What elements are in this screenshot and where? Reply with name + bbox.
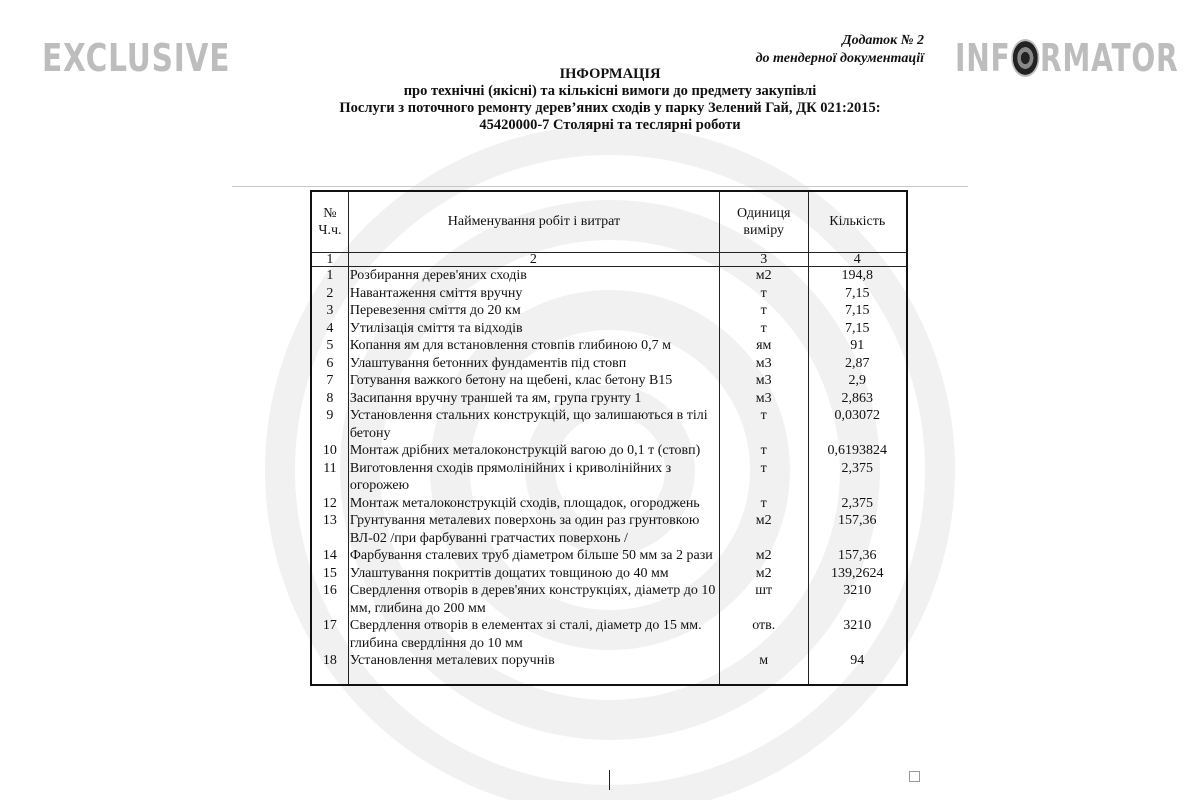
row-unit: т bbox=[719, 302, 808, 320]
row-number: 15 bbox=[311, 565, 348, 583]
row-unit: т bbox=[719, 285, 808, 303]
row-quantity: 91 bbox=[808, 337, 907, 355]
table-row bbox=[311, 460, 907, 495]
table-row bbox=[311, 652, 907, 685]
table-row bbox=[311, 372, 907, 390]
row-name: Розбирання дерев'яних сходів bbox=[348, 267, 719, 285]
row-quantity: 3210 bbox=[808, 582, 907, 617]
row-name: Копання ям для встановлення стовпів глибиною 0,7 м bbox=[348, 337, 719, 355]
row-name: Готування важкого бетону на щебені, клас бетону В15 bbox=[348, 372, 719, 390]
title-line-2: про технічні (якісні) та кількісні вимоги до предмету закупівлі bbox=[403, 83, 817, 99]
header-name: Найменування робіт і витрат bbox=[348, 191, 719, 253]
row-number: 17 bbox=[311, 617, 348, 652]
row-name: Виготовлення сходів прямолінійних і криволінійних з огорожею bbox=[348, 460, 719, 495]
table-row bbox=[311, 337, 907, 355]
column-number: 4 bbox=[808, 253, 907, 267]
row-unit: м2 bbox=[719, 267, 808, 285]
row-number: 5 bbox=[311, 337, 348, 355]
row-name: Улаштування покриттів дощатих товщиною до 40 мм bbox=[348, 565, 719, 583]
annex-line-2: до тендерної документації bbox=[755, 51, 924, 66]
row-name: Утилізація сміття та відходів bbox=[348, 320, 719, 338]
row-quantity: 139,2624 bbox=[808, 565, 907, 583]
row-unit: шт bbox=[719, 582, 808, 617]
title-line-3: Послуги з поточного ремонту дерев’яних сходів у парку Зелений Гай, ДК 021:2015: bbox=[339, 100, 881, 116]
row-name: Грунтування металевих поверхонь за один раз грунтовкою ВЛ-02 /при фарбуванні гратчастих поверхонь / bbox=[348, 512, 719, 547]
row-quantity: 157,36 bbox=[808, 512, 907, 547]
paragraph-marker-icon bbox=[909, 771, 920, 782]
row-number: 6 bbox=[311, 355, 348, 373]
exclusive-watermark: EXCLUSIVE bbox=[42, 36, 231, 80]
row-quantity: 0,6193824 bbox=[808, 442, 907, 460]
row-quantity: 3210 bbox=[808, 617, 907, 652]
table-row bbox=[311, 390, 907, 408]
table-row bbox=[311, 512, 907, 547]
column-number: 3 bbox=[719, 253, 808, 267]
row-quantity: 2,375 bbox=[808, 495, 907, 513]
row-unit: м3 bbox=[719, 355, 808, 373]
column-number-row bbox=[311, 253, 907, 267]
row-unit: т bbox=[719, 495, 808, 513]
row-number: 3 bbox=[311, 302, 348, 320]
row-name: Установлення стальних конструкцій, що залишаються в тілі бетону bbox=[348, 407, 719, 442]
row-unit: т bbox=[719, 407, 808, 442]
table-row bbox=[311, 495, 907, 513]
table-row bbox=[311, 302, 907, 320]
annex-label bbox=[756, 32, 924, 68]
row-name: Навантаження сміття вручну bbox=[348, 285, 719, 303]
header-number: № Ч.ч. bbox=[311, 191, 348, 253]
text-cursor-line bbox=[609, 770, 610, 790]
row-number: 11 bbox=[311, 460, 348, 495]
row-quantity: 2,9 bbox=[808, 372, 907, 390]
table-row bbox=[311, 267, 907, 285]
document-title bbox=[0, 66, 1200, 134]
row-unit: т bbox=[719, 320, 808, 338]
row-name: Монтаж металоконструкцій сходів, площадок, огороджень bbox=[348, 495, 719, 513]
row-unit: т bbox=[719, 442, 808, 460]
row-quantity: 2,375 bbox=[808, 460, 907, 495]
row-quantity: 94 bbox=[808, 652, 907, 685]
table-row bbox=[311, 582, 907, 617]
row-number: 4 bbox=[311, 320, 348, 338]
row-number: 9 bbox=[311, 407, 348, 442]
row-quantity: 7,15 bbox=[808, 320, 907, 338]
row-quantity: 0,03072 bbox=[808, 407, 907, 442]
row-number: 18 bbox=[311, 652, 348, 685]
row-unit: отв. bbox=[719, 617, 808, 652]
row-number: 7 bbox=[311, 372, 348, 390]
table-header-row bbox=[311, 191, 907, 253]
logo-text-end: RMATOR bbox=[1040, 36, 1179, 80]
row-quantity: 157,36 bbox=[808, 547, 907, 565]
column-number: 1 bbox=[311, 253, 348, 267]
row-number: 10 bbox=[311, 442, 348, 460]
row-name: Перевезення сміття до 20 км bbox=[348, 302, 719, 320]
table-row bbox=[311, 285, 907, 303]
row-number: 13 bbox=[311, 512, 348, 547]
row-name: Установлення металевих поручнів bbox=[348, 652, 719, 685]
row-unit: т bbox=[719, 460, 808, 495]
table-row bbox=[311, 617, 907, 652]
row-quantity: 7,15 bbox=[808, 285, 907, 303]
row-number: 8 bbox=[311, 390, 348, 408]
annex-line-1: Додаток № 2 bbox=[842, 33, 924, 48]
row-number: 12 bbox=[311, 495, 348, 513]
row-number: 2 bbox=[311, 285, 348, 303]
row-unit: м bbox=[719, 652, 808, 685]
row-unit: м2 bbox=[719, 512, 808, 547]
table-row bbox=[311, 547, 907, 565]
requirements-table bbox=[310, 190, 908, 686]
row-unit: м3 bbox=[719, 372, 808, 390]
table-row bbox=[311, 442, 907, 460]
table-row bbox=[311, 407, 907, 442]
row-number: 16 bbox=[311, 582, 348, 617]
row-name: Засипання вручну траншей та ям, група грунту 1 bbox=[348, 390, 719, 408]
row-quantity: 194,8 bbox=[808, 267, 907, 285]
row-quantity: 2,863 bbox=[808, 390, 907, 408]
row-number: 1 bbox=[311, 267, 348, 285]
row-unit: м2 bbox=[719, 565, 808, 583]
row-unit: м3 bbox=[719, 390, 808, 408]
row-name: Фарбування сталевих труб діаметром більше 50 мм за 2 рази bbox=[348, 547, 719, 565]
row-number: 14 bbox=[311, 547, 348, 565]
row-unit: м2 bbox=[719, 547, 808, 565]
title-line-4: 45420000-7 Столярні та теслярні роботи bbox=[479, 117, 741, 133]
table-row bbox=[311, 565, 907, 583]
title-line-1: ІНФОРМАЦІЯ bbox=[559, 66, 661, 82]
row-name: Улаштування бетонних фундаментів під стовп bbox=[348, 355, 719, 373]
logo-text-start: INF bbox=[955, 36, 1011, 80]
table-row bbox=[311, 355, 907, 373]
row-name: Свердлення отворів в дерев'яних конструкціях, діаметр до 10 мм, глибина до 200 мм bbox=[348, 582, 719, 617]
row-quantity: 2,87 bbox=[808, 355, 907, 373]
table-row bbox=[311, 320, 907, 338]
page-divider bbox=[232, 186, 968, 187]
row-quantity: 7,15 bbox=[808, 302, 907, 320]
column-number: 2 bbox=[348, 253, 719, 267]
header-unit: Одиниця виміру bbox=[719, 191, 808, 253]
row-name: Свердлення отворів в елементах зі сталі, діаметр до 15 мм. глибина свердління до 10 мм bbox=[348, 617, 719, 652]
header-quantity: Кількість bbox=[808, 191, 907, 253]
row-name: Монтаж дрібних металоконструкцій вагою до 0,1 т (стовп) bbox=[348, 442, 719, 460]
row-unit: ям bbox=[719, 337, 808, 355]
